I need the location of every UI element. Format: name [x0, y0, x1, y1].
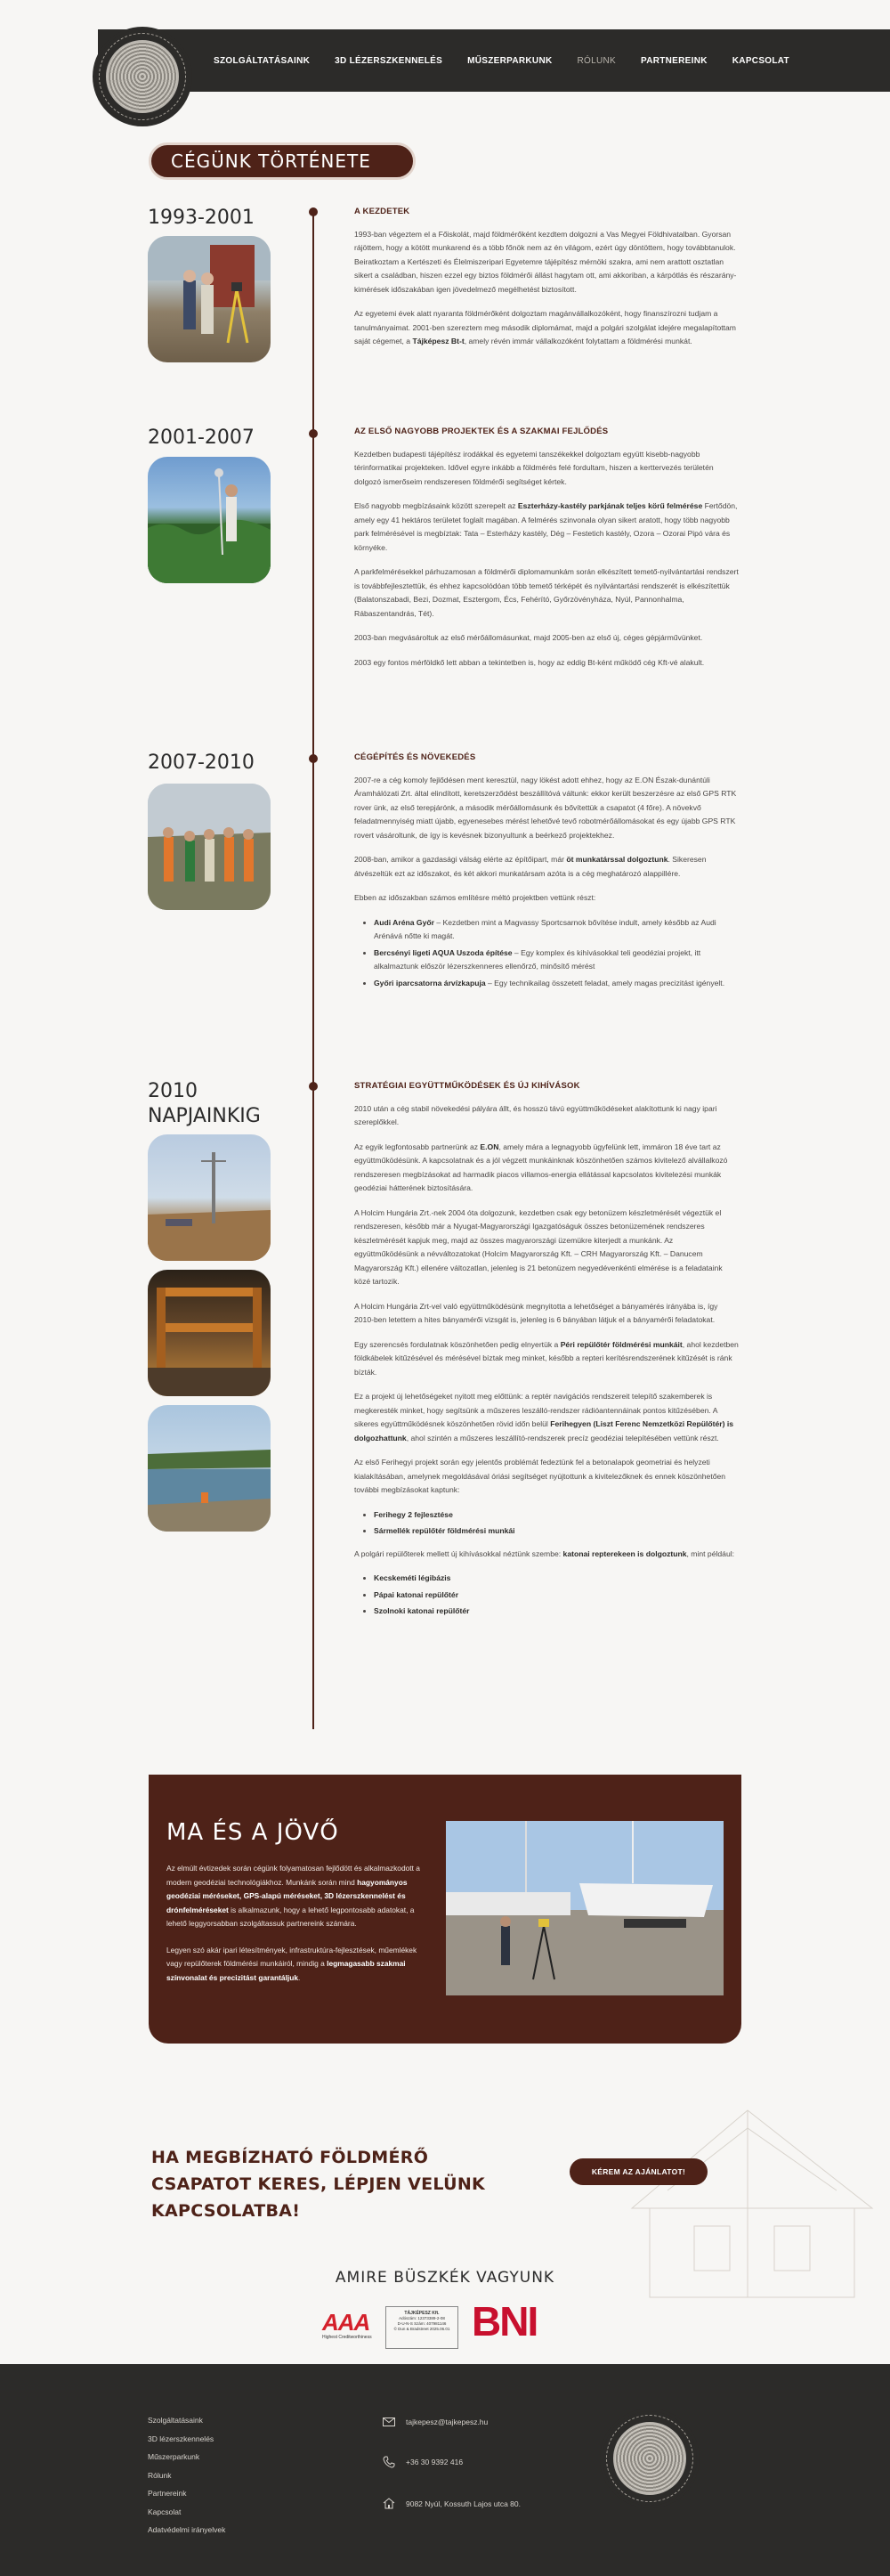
era-content — [354, 205, 739, 360]
paragraph — [354, 1338, 739, 1380]
era-title: 2010 NAPJAINKIG — [148, 1080, 261, 1127]
certificate-line: © Dun & Bradstreet 2025.06.01 — [393, 2327, 450, 2331]
nav-3d-scanning[interactable]: 3D LÉZERSZKENNELÉS — [335, 55, 443, 66]
timeline-dot — [309, 1082, 318, 1091]
era-title: 1993-2001 — [148, 207, 255, 229]
list-item — [374, 947, 739, 974]
footer-link-contact[interactable]: Kapcsolat — [148, 2507, 182, 2516]
list-item — [374, 1524, 739, 1539]
era-heading: STRATÉGIAI EGYÜTTMŰKÖDÉSEK ÉS ÚJ KIHÍVÁSOK — [354, 1081, 580, 1091]
site-header — [0, 0, 890, 153]
era-content — [354, 425, 739, 680]
list-item — [374, 1605, 739, 1619]
project-name: Audi Aréna Győr — [374, 917, 434, 927]
paragraph: A Holcim Hungária Zrt-vel való együttműködésünk megnyitotta a lehetőséget a bányamérés irányába is, így 2010-ben letettem a hites bányamérői vizsgát is, jelenleg is 6 bányában látjuk el a bányamérői feladatokat. — [354, 1301, 718, 1324]
list-text: Kecskeméti légibázis — [374, 1573, 451, 1582]
home-icon — [383, 2498, 395, 2509]
text: – Egy komplex és kihívásokkal teli geodéziai projekt, itt alkalmaztunk először lézerszkenneres ellenőrző, minősítő mérést — [374, 947, 701, 971]
logo-emblem — [106, 40, 179, 113]
project-name: Bercsényi ligeti AQUA Uszoda építése — [374, 947, 513, 957]
list-item — [374, 1508, 739, 1523]
paragraph — [354, 1548, 739, 1562]
nav-instruments[interactable]: MŰSZERPARKUNK — [467, 55, 553, 66]
awards-title: AMIRE BÜSZKÉK VAGYUNK — [335, 2269, 555, 2287]
logo-emblem — [613, 2422, 686, 2495]
highlight: legmagasabb szakmai színvonalat és precizitást garantáljuk — [166, 1959, 406, 1982]
aaa-logo-text: AAA — [322, 2309, 370, 2336]
era-heading: AZ ELSŐ NAGYOBB PROJEKTEK ÉS A SZAKMAI FEJLŐDÉS — [354, 427, 609, 436]
era-heading: CÉGÉPÍTÉS ÉS NÖVEKEDÉS — [354, 752, 476, 762]
footer-link-partners[interactable]: Partnereink — [148, 2489, 187, 2498]
page-title — [149, 142, 416, 180]
military-airport-list — [374, 1572, 739, 1619]
bni-logo: BNI — [472, 2298, 538, 2344]
era-title: 2007-2010 — [148, 752, 255, 774]
certificate-line: Adószám: 12373389-2-08 — [399, 2316, 445, 2320]
paragraph: A Holcim Hungária Zrt.-nek 2004 óta dolgozunk, kezdetben csak egy betonüzem készletmérését végeztük el rendszeresen, később már a Nyugat-Magyarországi Igazgatóságuk összes betonüzemének rendszeres készletmérését kapjuk meg, majd az összes magyarországi üzemükre kiterjedt a munkánk. Az együttműködésünk a névváltozatokat (Holcim Magyarország Kft. – CRH Magyarország Kft. – Danucem Magyarország Kft.) ellenére változatlan, jelenleg is 21 betonüzem negyedévenkénti elmérése is a feladataink közé tartozik. — [354, 1207, 723, 1286]
future-photo-marina — [446, 1821, 724, 1995]
list-item — [374, 977, 739, 991]
paragraph — [166, 1862, 430, 1931]
text: . — [298, 1972, 301, 1982]
text: . Sikeresen átvészeltük ezt az időszakot, és két akkori munkatársam azóta is a cég meghatározó alappillére. — [354, 855, 707, 878]
era-heading: A KEZDETEK — [354, 207, 410, 216]
text: – Kezdetben mint a Magvassy Sportcsarnok bővítése indult, amely később az Audi Arénává nőtte ki magát. — [374, 917, 716, 940]
company-name: Tájképesz Bt-t — [412, 337, 465, 345]
paragraph: Az első Ferihegyi projekt során egy jelentős problémát fedeztünk fel a betonalapok geometriai és helyzeti kialakításában, amelynek megoldásával óriási segítséget nyújtottunk a kivitelezőknek és ennek köszönhetően további megbízásokat kaptunk: — [354, 1458, 726, 1494]
nav-contact[interactable]: KAPCSOLAT — [732, 55, 789, 66]
nav-about[interactable]: RÓLUNK — [577, 55, 616, 66]
future-section — [149, 1775, 741, 2044]
timeline-dot — [309, 207, 318, 216]
era-photo-tunnel — [148, 1270, 271, 1396]
mail-icon — [383, 2418, 395, 2426]
era-photo-surveyors — [148, 236, 271, 362]
airport-list — [374, 1508, 739, 1539]
text: Legyen szó akár ipari létesítmények, infrastruktúra-fejlesztések, műemlékek vagy repülőterek földmérési munkáiról, mindig a — [166, 1945, 417, 1968]
highlight: E.ON — [480, 1142, 499, 1151]
text: , mint például: — [686, 1548, 735, 1558]
logo-seal[interactable] — [93, 27, 192, 126]
footer-links — [148, 2411, 225, 2539]
project-list — [374, 916, 739, 991]
list-text: Sármellék repülőtér földmérési munkái — [374, 1526, 515, 1535]
era-photo-field — [148, 457, 271, 583]
footer-link-about[interactable]: Rólunk — [148, 2470, 172, 2480]
text: Egy szerencsés fordulatnak köszönhetően pedig elnyertük a — [354, 1339, 561, 1349]
list-item — [374, 916, 739, 944]
page-title-text: CÉGÜNK TÖRTÉNETE — [171, 150, 371, 172]
list-text: Pápai katonai repülőtér — [374, 1589, 459, 1599]
paragraph: 2003-ban megvásároltuk az első mérőállomásunkat, majd 2005-ben az első új, céges gépjárművünket. — [354, 633, 703, 642]
cta-title: HA MEGBÍZHATÓ FÖLDMÉRŐ CSAPATOT KERES, LÉPJEN VELÜNK KAPCSOLATBA! — [151, 2148, 486, 2221]
era-content — [354, 751, 739, 999]
contact-phone[interactable] — [383, 2456, 521, 2468]
paragraph — [354, 1141, 739, 1196]
text: Az egyetemi évek alatt nyaranta földmérőként dolgoztam magánvállalkozóként, hogy finanszírozni tudjam a tanulmányaimat. 2001-ben szereztem meg második diplomámat, majd a polgári szolgálat idejére megalapítottam saját cégemet, a — [354, 309, 736, 345]
text: , ahol kezdetben földkábelek kitűzésével és mérésével bíztak meg minket, később a repteri kerítésrendszerének kitűzését is ránk bízták. — [354, 1339, 739, 1377]
certificate-company: TÁJKÉPESZ Kft. — [404, 2311, 440, 2316]
site-footer — [0, 2364, 890, 2576]
request-quote-button[interactable]: KÉREM AZ AJÁNLATOT! — [570, 2158, 708, 2185]
aaa-badge — [322, 2310, 377, 2345]
highlight: hagyományos geodéziai méréseket, GPS-alapú méréseket, 3D lézerszkennelést és drónfelméréseket — [166, 1877, 408, 1914]
text: A polgári repülőterek mellett új kihívásokkal néztünk szembe: — [354, 1548, 563, 1558]
era-photo-team — [148, 784, 271, 910]
footer-logo-seal[interactable] — [600, 2409, 700, 2508]
list-text: Ferihegy 2 fejlesztése — [374, 1509, 453, 1519]
nav-partners[interactable]: PARTNEREINK — [640, 55, 708, 66]
paragraph: Ebben az időszakban számos említésre méltó projektben vettünk részt: — [354, 893, 596, 902]
highlight: Péri repülőtér földmérési munkáit — [560, 1339, 683, 1349]
paragraph: 1993-ban végeztem el a Főiskolát, majd földmérőként kezdtem dolgozni a Vas Megyei Földhivatalban. Gyorsan rájöttem, hogy a kötött munkarend és a több főnök nem az én világom, ezért úgy döntöttem, hogy továbbtanulok. Beiratkoztam a Kertészeti és Élelmiszeripari Egyetemre tájépítész mérnöki szakra, ami nem arattott osztatlan sikert a családban, hiszen ezzel egy biztos földmérői állást hagytam ott, ami akkoriban, a kárpótlás és részarány-kimérések időszakában igen jövedelmező megélhetést biztosított. — [354, 229, 737, 294]
text: Ez a projekt új lehetőségeket nyitott meg előttünk: a reptér navigációs rendszereit telepítő szakemberek is megkeresték minket, hogy segítsünk a műszeres leszálló-rendszer rádióantennáinak pontos kitűzésében. A sikeres együttműködésnek köszönhetően rövid időn belül — [354, 1392, 717, 1428]
text: Első nagyobb megbízásaink között szerepelt az — [354, 501, 518, 510]
text: , amely révén immár vállalkozóként folytattam a földmérési munkát. — [464, 337, 692, 345]
phone-text: +36 30 9392 416 — [406, 2458, 464, 2466]
paragraph: 2003 egy fontos mérföldkő lett abban a tekintetben is, hogy az eddig Bt-ként működő cég Kft-vé alakult. — [354, 657, 705, 667]
text: Az egyik legfontosabb partnerünk az — [354, 1142, 481, 1151]
footer-link-instruments[interactable]: Műszerparkunk — [148, 2452, 200, 2461]
list-item — [374, 1572, 739, 1586]
text: , amely mára a legnagyobb ügyfelünk lett, immáron 18 éve tart az együttműködésünk. A kapcsolatnak és a jól végzett munkáinknak köszönhetően számos kivitelező alvállalkozó rendszeresen megbízásokat ad harmadik piacos villamos-energia ellátással kapcsolatos kivitelezési munkák geodéziai hátterének biztosítására. — [354, 1142, 728, 1192]
timeline-dot — [309, 429, 318, 438]
footer-contact — [383, 2418, 521, 2539]
footer-link-services[interactable]: Szolgáltatásaink — [148, 2416, 203, 2425]
paragraph — [354, 500, 739, 555]
paragraph: Kezdetben budapesti tájépítész irodákkal és egyetemi tanszékekkel dolgoztam együtt kisebb-nagyobb térinformatikai projekteken. Idővel egyre inkább a földmérés felé fordultam, hiszen a kerttervezés területén dolgozó ismerőseim rendszeresen földmérői segítséget kértek. — [354, 449, 714, 486]
paragraph — [354, 853, 739, 881]
contact-address — [383, 2498, 521, 2509]
era-photo-river — [148, 1405, 271, 1532]
paragraph: A parkfelmérésekkel párhuzamosan a földmérői diplomamunkám során elkészített temető-nyilvántartási rendszert is továbbfejlesztettük, és ehhez kapcsolódóan több temető térképét és nyilvántartási rendszerét is elkészítettük (Balatonszabadi, Bezi, Dozmat, Esztergom, Écs, Fehérító, Győrzövényháza, Nyúl, Pannonhalma, Rábaszentandrás, Tét). — [354, 567, 739, 618]
list-item — [374, 1589, 739, 1603]
era-title: 2001-2007 — [148, 427, 255, 449]
paragraph — [354, 307, 739, 349]
main-nav — [214, 29, 814, 92]
timeline-dot — [309, 754, 318, 763]
phone-icon — [383, 2456, 395, 2468]
future-title: MA ÉS A JÖVŐ — [166, 1819, 339, 1846]
text: is alkalmazunk, hogy a lehető legpontosabb adatokat, a lehető leggyorsabban szolgáltassuk partnereink számára. — [166, 1905, 415, 1928]
text: Az elmúlt évtizedek során cégünk folyamatosan fejlődött és alkalmazkodott a modern geodéziai technológiákhoz. Munkánk során mind — [166, 1864, 420, 1887]
paragraph: 2007-re a cég komoly fejlődésen ment keresztül, nagy lökést adott ehhez, hogy az E.ON Észak-dunántúli Áramhálózati Zrt. által elindított, keretszerződést beszállítóvá váltunk: ekkor került beszerzésre az első GPS RTK rover ünk, az első terepjárónk, a második mérőállomásunk és bővítettük a csapatot (4 főre). A növekvő feladatmennyiség miatt újabb, egyenesebes mérést lehetővé tevő robotmérőállomásokat és egy újabb GPS RTK rovert vásároltunk, de így is kevésnek bizonyultunk a beérkező projektekhez. — [354, 775, 737, 840]
dnb-certificate — [385, 2306, 458, 2349]
future-text — [166, 1862, 430, 1997]
text: Fertődön, amely egy 41 hektáros területet foglalt magában. A felmérés szinvonala olyan sikert aratott, hogy több nagyobb park felmérésével is megbíztak: Tata – Esterházy kastély, Dég – Festetich kastély, Ozora – Ozorai Pipó vára és környéke. — [354, 501, 738, 552]
project-name: Győri iparcsatorna árvízkapuja — [374, 978, 486, 987]
era-content — [354, 1079, 739, 1628]
highlight: Ferihegyen (Liszt Ferenc Nemzetközi Repülőtér) is dolgozhattunk — [354, 1419, 734, 1442]
paragraph — [166, 1944, 430, 1986]
footer-link-3d-scanning[interactable]: 3D lézerszkennelés — [148, 2434, 214, 2443]
paragraph: 2010 után a cég stabil növekedési pályára állt, és hosszú távú együttműködéseket alakítottunk ki nagy ipari szereplőkkel. — [354, 1103, 717, 1126]
address-text: 9082 Nyúl, Kossuth Lajos utca 80. — [406, 2499, 521, 2508]
text: 2008-ban, amikor a gazdasági válság elérte az építőipart, már — [354, 855, 567, 864]
highlight: öt munkatárssal dolgoztunk — [566, 855, 668, 864]
paragraph — [354, 1390, 739, 1445]
list-text: Szolnoki katonai repülőtér — [374, 1606, 470, 1615]
contact-email[interactable] — [383, 2418, 521, 2426]
email-text: tajkepesz@tajkepesz.hu — [406, 2418, 489, 2426]
certificate-line: D-U-N-S Szám: 407981146 — [397, 2321, 447, 2326]
highlight: katonai repterekeen is dolgoztunk — [562, 1548, 687, 1558]
footer-link-privacy[interactable]: Adatvédelmi irányelvek — [148, 2525, 226, 2534]
text: – Egy technikailag összetett feladat, amely magas precizitást igényelt. — [485, 978, 725, 987]
nav-services[interactable]: SZOLGÁLTATÁSAINK — [214, 55, 311, 66]
highlight: Eszterházy-kastély parkjának teljes körű felmérése — [517, 501, 703, 510]
text: , ahol szintén a műszeres leszállító-rendszerek precíz geodéziai telepítésében vettünk részt. — [406, 1433, 719, 1442]
aaa-caption: Highest Creditworthiness — [322, 2335, 372, 2340]
era-photo-site — [148, 1134, 271, 1261]
